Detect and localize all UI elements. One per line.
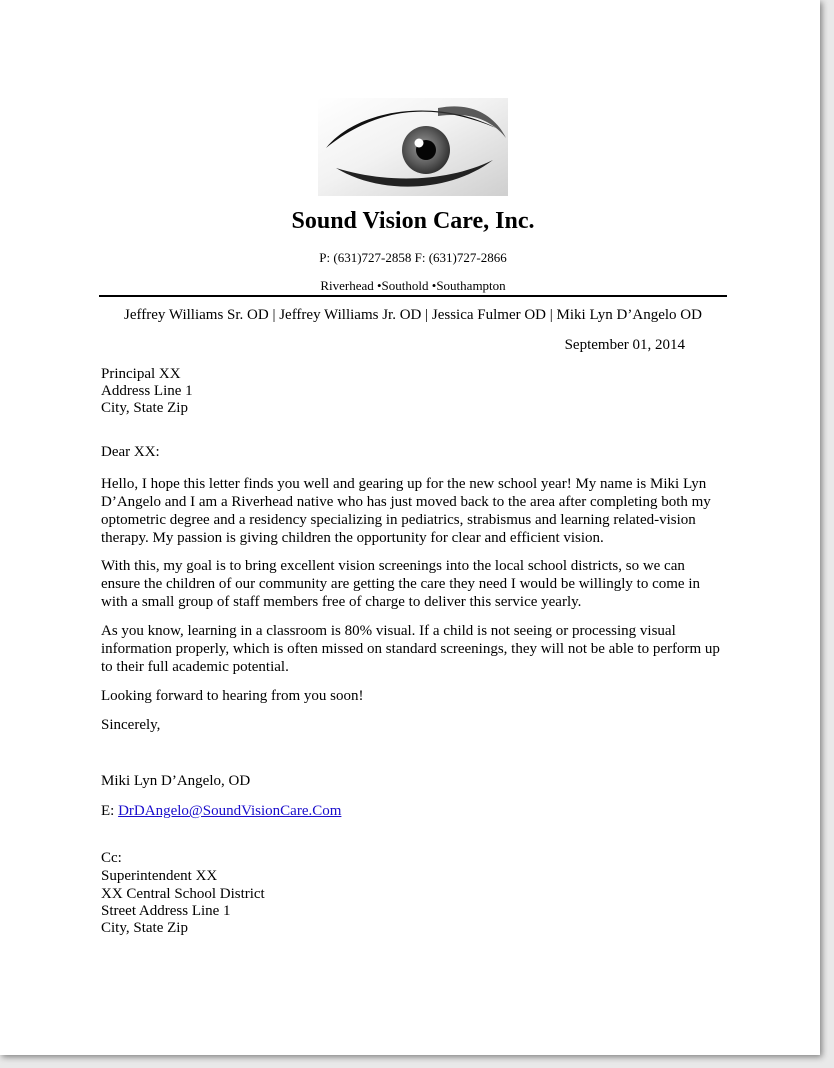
location-item: Riverhead <box>320 278 374 293</box>
letter-date: September 01, 2014 <box>564 337 685 353</box>
cc-line: City, State Zip <box>101 920 188 936</box>
location-item: Southold <box>381 278 429 293</box>
signature-email-row <box>101 803 341 820</box>
office-locations <box>0 278 826 294</box>
cc-line: Superintendent XX <box>101 868 218 884</box>
eye-logo-icon <box>318 98 508 196</box>
body-paragraph: Hello, I hope this letter finds you well and gearing up for the new school year! My name is Miki Lyn D’Angelo and I am a Riverhead native who has just moved back to the area after completing both my optometric degree and a residency specializing in pediatrics, strabismus and learning related-vision therapy. My passion is giving children the opportunity for clear and efficient vision. <box>101 476 711 546</box>
cc-label: Cc: <box>101 850 122 866</box>
bullet-icon: • <box>431 278 437 293</box>
doctor-list: Jeffrey Williams Sr. OD | Jeffrey Williams Jr. OD | Jessica Fulmer OD | Miki Lyn D’Angelo OD <box>124 307 702 323</box>
closing: Sincerely, <box>101 717 161 733</box>
recipient-city: City, State Zip <box>101 400 188 416</box>
signature-name: Miki Lyn D’Angelo, OD <box>101 773 251 789</box>
company-name: Sound Vision Care, Inc. <box>291 208 535 234</box>
body-paragraph: As you know, learning in a classroom is 80% visual. If a child is not seeing or processing visual information properly, which is often missed on standard screenings, they will not be able to perform up to their full academic potential. <box>101 623 720 675</box>
email-prefix: E: <box>101 803 115 819</box>
recipient-address: Address Line 1 <box>101 383 193 399</box>
header-divider <box>99 295 727 297</box>
bullet-icon: • <box>376 278 382 293</box>
body-paragraph: Looking forward to hearing from you soon! <box>101 688 364 704</box>
cc-line: Street Address Line 1 <box>101 903 231 919</box>
recipient-name: Principal XX <box>101 366 181 382</box>
email-link[interactable]: DrDAngelo@SoundVisionCare.Com <box>118 803 342 819</box>
body-paragraph: With this, my goal is to bring excellent vision screenings into the local school districts, so we can ensure the children of our community are getting the care they need I would be willingly to come in with a small group of staff members free of charge to deliver this service yearly. <box>101 558 700 610</box>
phone-fax: P: (631)727-2858 F: (631)727-2866 <box>319 250 507 265</box>
location-item: Southampton <box>436 278 506 293</box>
cc-line: XX Central School District <box>101 886 265 902</box>
salutation: Dear XX: <box>101 444 160 460</box>
